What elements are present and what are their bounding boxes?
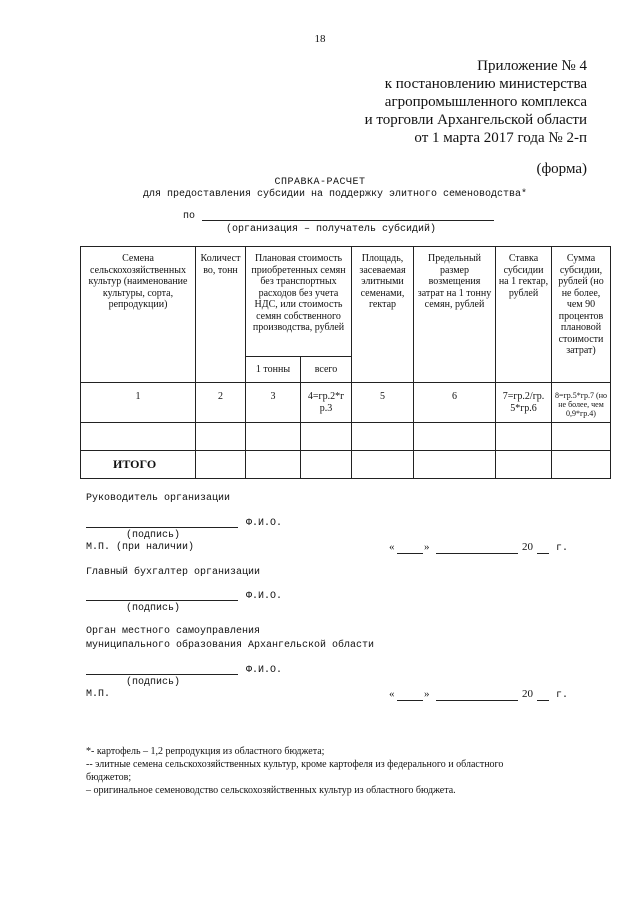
col-number-4: 4=гр.2*г р.3 (301, 383, 352, 423)
col-number-2: 2 (196, 383, 246, 423)
fio-label: Ф.И.О. (246, 518, 283, 529)
footnote: -- элитные семена сельскохозяйственных культур, кроме картофеля из федерального и областного (86, 759, 504, 770)
table-cell (552, 423, 611, 451)
table-cell (552, 451, 611, 479)
table-cell (352, 451, 414, 479)
col-number-3: 3 (246, 383, 301, 423)
table-cell (196, 451, 246, 479)
organization-fill-line (202, 220, 494, 221)
header-total: всего (301, 357, 352, 383)
calculation-table (80, 246, 611, 479)
accountant-label: Главный бухгалтер организации (86, 567, 261, 578)
podpis-label: (подпись) (126, 530, 181, 541)
signature-line (86, 527, 238, 528)
form-label: (форма) (536, 161, 587, 177)
total-label: ИТОГО (81, 451, 196, 479)
year-suffix: г. (556, 543, 569, 554)
mp-optional-label: М.П. (при наличии) (86, 542, 195, 553)
header-subsidy-rate: Ставка субсидии на 1 гектар, рублей (496, 247, 552, 383)
date-close-quote: » (424, 541, 430, 553)
table-cell (496, 423, 552, 451)
po-label: по (183, 211, 196, 222)
header-per-ton: 1 тонны (246, 357, 301, 383)
table-cell (246, 451, 301, 479)
header-planned-cost: Плановая стоимость приобретенных семян без транспортных расходов без учета НДС, или стоимость семян собственного производства, рублей (246, 247, 352, 357)
col-number-6: 6 (414, 383, 496, 423)
year-line (537, 700, 549, 701)
page-number: 18 (314, 33, 326, 45)
table-cell (196, 423, 246, 451)
signature-line (86, 600, 238, 601)
table-cell (496, 451, 552, 479)
col-number-8: 8=гр.5*гр.7 (но не более, чем 0,9*гр.4) (552, 383, 611, 423)
table-cell (81, 423, 196, 451)
document-title: СПРАВКА-РАСЧЕТ (274, 177, 366, 188)
annex-header (300, 57, 587, 147)
date-day-line (397, 700, 423, 701)
podpis-label: (подпись) (126, 603, 181, 614)
table-number-row (81, 383, 611, 423)
table-cell (414, 451, 496, 479)
table-row (81, 423, 611, 451)
year-label: 20 (522, 688, 533, 700)
annex-line: и торговли Архангельской области (364, 112, 587, 128)
footnote: *- картофель – 1,2 репродукция из областного бюджета; (86, 746, 325, 757)
podpis-label: (подпись) (126, 677, 181, 688)
local-gov-line2: муниципального образования Архангельской области (86, 640, 375, 651)
date-open-quote: « (389, 541, 395, 553)
table-header-row (81, 247, 611, 357)
footnote: бюджетов; (86, 772, 132, 783)
document-subtitle: для предоставления субсидии на поддержку элитного семеноводства* (142, 189, 528, 200)
annex-line: Приложение № 4 (477, 58, 587, 74)
col-number-5: 5 (352, 383, 414, 423)
table-cell (352, 423, 414, 451)
table-cell (246, 423, 301, 451)
header-seeds: Семена сельскохозяйственных культур (наименование культуры, сорта, репродукции) (81, 247, 196, 383)
mp-label: М.П. (86, 689, 111, 700)
header-subsidy-sum: Сумма субсидии, рублей (но не более, чем 90 процентов плановой стоимости затрат) (552, 247, 611, 383)
date-day-line (397, 553, 423, 554)
table-total-row (81, 451, 611, 479)
table-cell (301, 423, 352, 451)
col-number-1: 1 (81, 383, 196, 423)
head-label: Руководитель организации (86, 493, 231, 504)
header-quantity: Количест во, тонн (196, 247, 246, 383)
col-number-7: 7=гр.2/гр. 5*гр.6 (496, 383, 552, 423)
year-label: 20 (522, 541, 533, 553)
footnote: – оригинальное семеноводство сельскохозяйственных культур из областного бюджета. (86, 785, 456, 796)
header-max-reimbursement: Предельный размер возмещения затрат на 1 тонну семян, рублей (414, 247, 496, 383)
signature-line (86, 674, 238, 675)
date-open-quote: « (389, 688, 395, 700)
local-gov-line1: Орган местного самоуправления (86, 626, 261, 637)
table-cell (301, 451, 352, 479)
date-month-line (436, 700, 518, 701)
annex-line: от 1 марта 2017 года № 2-п (414, 130, 587, 146)
annex-line: к постановлению министерства (384, 76, 587, 92)
year-line (537, 553, 549, 554)
header-area: Площадь, засеваемая элитными семенами, гектар (352, 247, 414, 383)
date-month-line (436, 553, 518, 554)
annex-line: агропромышленного комплекса (384, 94, 587, 110)
date-close-quote: » (424, 688, 430, 700)
fio-label: Ф.И.О. (246, 591, 283, 602)
year-suffix: г. (556, 690, 569, 701)
table-cell (414, 423, 496, 451)
organization-caption: (организация – получатель субсидий) (226, 224, 437, 235)
footnotes (86, 745, 566, 797)
fio-label: Ф.И.О. (246, 665, 283, 676)
